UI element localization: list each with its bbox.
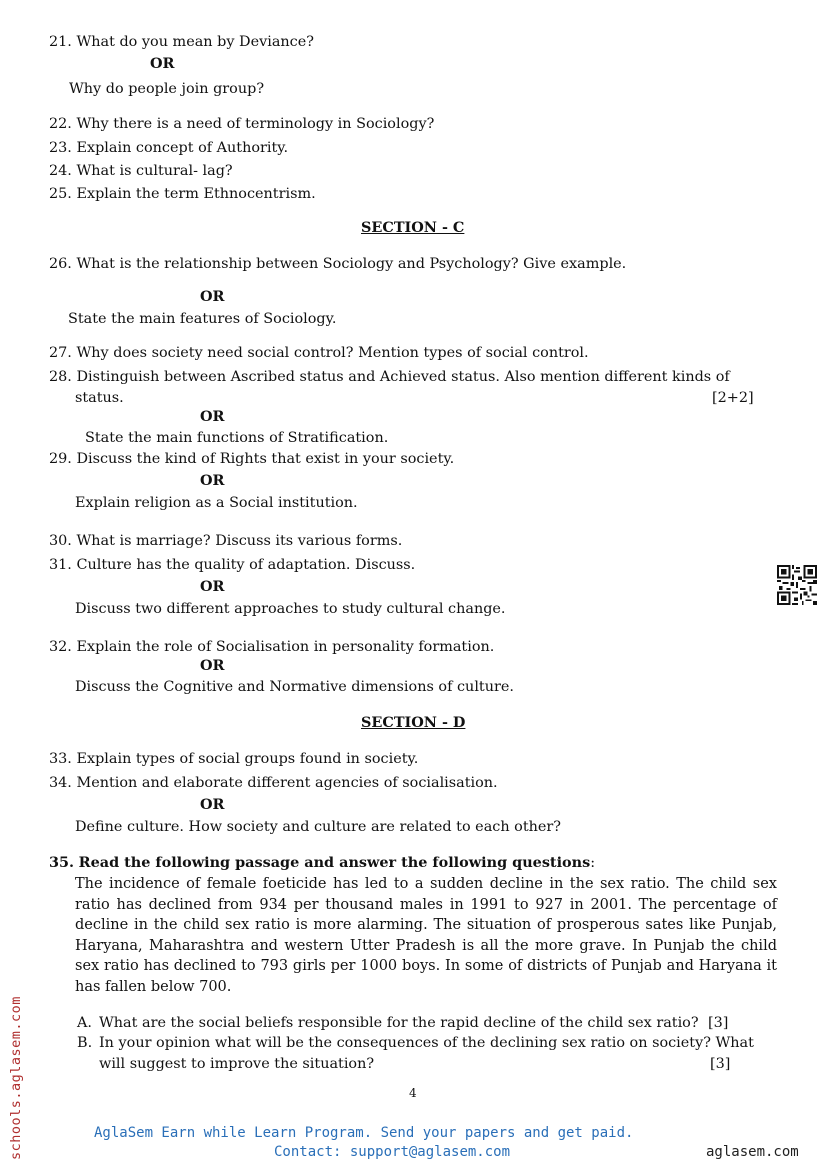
footer-site[interactable]: aglasem.com <box>706 1144 799 1160</box>
sub-question-b-label: B. <box>77 1035 93 1051</box>
contact-email-link[interactable]: support@aglasem.com <box>349 1144 511 1160</box>
question-21 <box>49 33 314 51</box>
alternative-question: Discuss two different approaches to study cultural change. <box>75 601 506 617</box>
or-label: OR <box>200 408 225 425</box>
question-28: 28. Distinguish between Ascribed status and Achieved status. Also mention different kinds of <box>49 369 730 385</box>
sub-question-b: In your opinion what will be the consequences of the declining sex ratio on society? What <box>99 1035 754 1051</box>
sub-question-b-continued: will suggest to improve the situation? <box>99 1056 375 1072</box>
footer-contact: Contact: support@aglasem.com <box>274 1144 511 1160</box>
passage: The incidence of female foeticide has led to a sudden decline in the sex ratio. The child sex ratio has declined from 934 per thousand males in 1991 to 927 in 2001. The percentage of decline in the child sex ratio is more alarming. The situation of prosperous sates like Punjab, Haryana, Maharashtra and western Utter Pradesh is all the more grave. In Punjab the child sex ratio has declined to 793 girls per 1000 boys. In some of districts of Punjab and Haryana it has fallen below 700. <box>75 876 777 995</box>
question-29: 29. Discuss the kind of Rights that exist in your society. <box>49 451 455 467</box>
marks-label: [3] <box>708 1015 729 1031</box>
question-34: 34. Mention and elaborate different agencies of socialisation. <box>49 775 498 791</box>
side-watermark: schools.aglasem.com <box>8 996 24 1160</box>
alternative-question: Discuss the Cognitive and Normative dimensions of culture. <box>75 679 514 695</box>
qr-code <box>777 565 817 605</box>
or-label: OR <box>200 657 225 674</box>
question-28-continued: status. <box>75 390 124 406</box>
or-label: OR <box>200 288 225 305</box>
or-label: OR <box>200 472 225 489</box>
footer-program-text: AglaSem Earn while Learn Program. Send your papers and get paid. <box>94 1125 634 1141</box>
question-33: 33. Explain types of social groups found in society. <box>49 751 419 767</box>
question-30: 30. What is marriage? Discuss its various forms. <box>49 533 403 549</box>
question-27: 27. Why does society need social control? Mention types of social control. <box>49 345 589 361</box>
sub-question-a-label: A. <box>77 1015 92 1031</box>
question-24: 24. What is cultural- lag? <box>49 163 233 179</box>
alternative-question: Define culture. How society and culture are related to each other? <box>75 819 562 835</box>
alternative-question: Explain religion as a Social institution. <box>75 495 358 511</box>
question-25: 25. Explain the term Ethnocentrism. <box>49 186 316 202</box>
question-number: 21. <box>49 34 72 50</box>
or-label: OR <box>200 796 225 813</box>
marks-label: [2+2] <box>712 390 754 406</box>
question-23: 23. Explain concept of Authority. <box>49 140 289 156</box>
or-label: OR <box>200 578 225 595</box>
alternative-question: State the main features of Sociology. <box>68 311 337 327</box>
question-35-heading: 35. Read the following passage and answer the following questions: <box>49 854 596 871</box>
question-26: 26. What is the relationship between Sociology and Psychology? Give example. <box>49 256 627 272</box>
section-d-heading: SECTION - D <box>361 714 466 731</box>
alternative-question: Why do people join group? <box>69 81 265 97</box>
section-c-heading: SECTION - C <box>361 219 465 236</box>
sub-question-a: What are the social beliefs responsible for the rapid decline of the child sex ratio? <box>99 1015 699 1031</box>
question-31: 31. Culture has the quality of adaptation. Discuss. <box>49 557 416 573</box>
or-label: OR <box>150 55 175 72</box>
alternative-question: State the main functions of Stratification. <box>85 430 389 446</box>
question-22: 22. Why there is a need of terminology in Sociology? <box>49 116 435 132</box>
marks-label: [3] <box>710 1056 731 1072</box>
question-32: 32. Explain the role of Socialisation in personality formation. <box>49 639 495 655</box>
page-number: 4 <box>409 1086 417 1100</box>
question-text: What do you mean by Deviance? <box>76 34 314 50</box>
